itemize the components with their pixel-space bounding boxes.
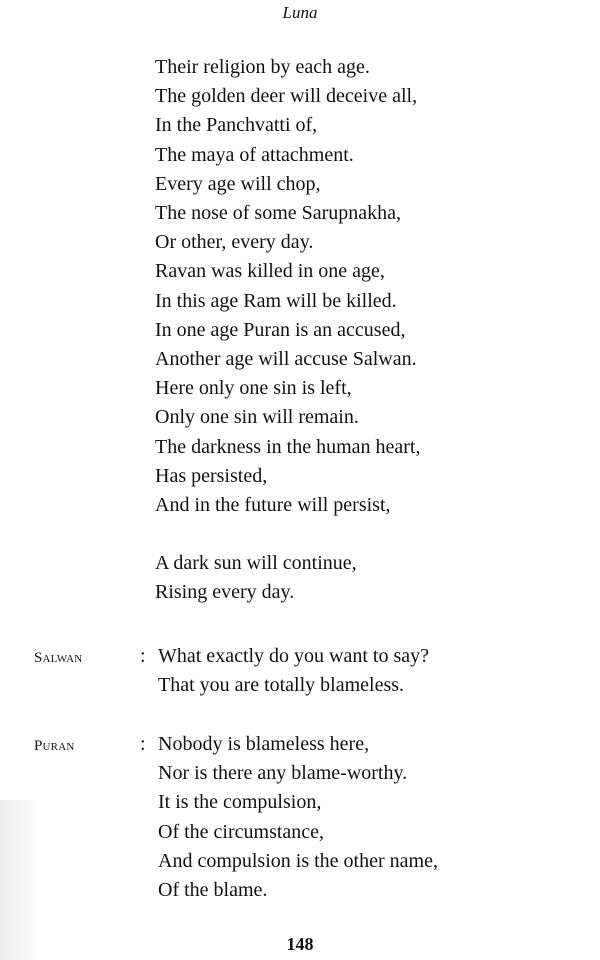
- page-number: 148: [286, 934, 314, 954]
- verse-line: The nose of some Sarupnakha,: [155, 202, 402, 225]
- stanza-break: [155, 520, 420, 549]
- speech-line: What exactly do you want to say?: [158, 645, 430, 667]
- speech-line: Of the blame.: [158, 879, 268, 902]
- speech-line: Of the circumstance,: [158, 820, 325, 843]
- verse-line: Or other, every day.: [155, 231, 314, 254]
- verse-line: Has persisted,: [155, 464, 268, 487]
- verse-line: Only one sin will remain.: [155, 406, 359, 429]
- speech-line: It is the compulsion,: [158, 791, 322, 814]
- speech-line: That you are totally blameless.: [158, 674, 405, 697]
- speech-lines: [158, 642, 429, 700]
- speaker-separator: :: [140, 733, 146, 755]
- verse-line: Ravan was killed in one age,: [155, 260, 385, 283]
- running-header: Luna: [282, 3, 318, 22]
- speech-line: And compulsion is the other name,: [158, 849, 438, 872]
- speech-lines: [158, 730, 438, 905]
- verse-line: Another age will accuse Salwan.: [155, 348, 417, 371]
- verse-line: In one age Puran is an accused,: [155, 318, 406, 341]
- verse-line: The golden deer will deceive all,: [155, 85, 418, 108]
- verse-line: The darkness in the human heart,: [155, 435, 421, 458]
- verse-line: The maya of attachment.: [155, 143, 354, 166]
- speech-line: Nor is there any blame-worthy.: [158, 762, 408, 785]
- speaker-separator: :: [140, 645, 146, 667]
- verse-line: A dark sun will continue,: [155, 552, 357, 575]
- speaker-name: Salwan: [34, 650, 83, 666]
- verse-line: Rising every day.: [155, 581, 295, 604]
- verse-line: Here only one sin is left,: [155, 377, 352, 400]
- verse-line: In this age Ram will be killed.: [155, 289, 397, 312]
- verse-line: And in the future will persist,: [155, 494, 391, 517]
- verse-line: Their religion by each age.: [155, 56, 370, 78]
- speaker-name: Puran: [34, 738, 75, 754]
- verse-line: Every age will chop,: [155, 172, 321, 195]
- verse-line: In the Panchvatti of,: [155, 114, 318, 137]
- speech-line: Nobody is blameless here,: [158, 733, 370, 755]
- verse-block: [155, 53, 420, 608]
